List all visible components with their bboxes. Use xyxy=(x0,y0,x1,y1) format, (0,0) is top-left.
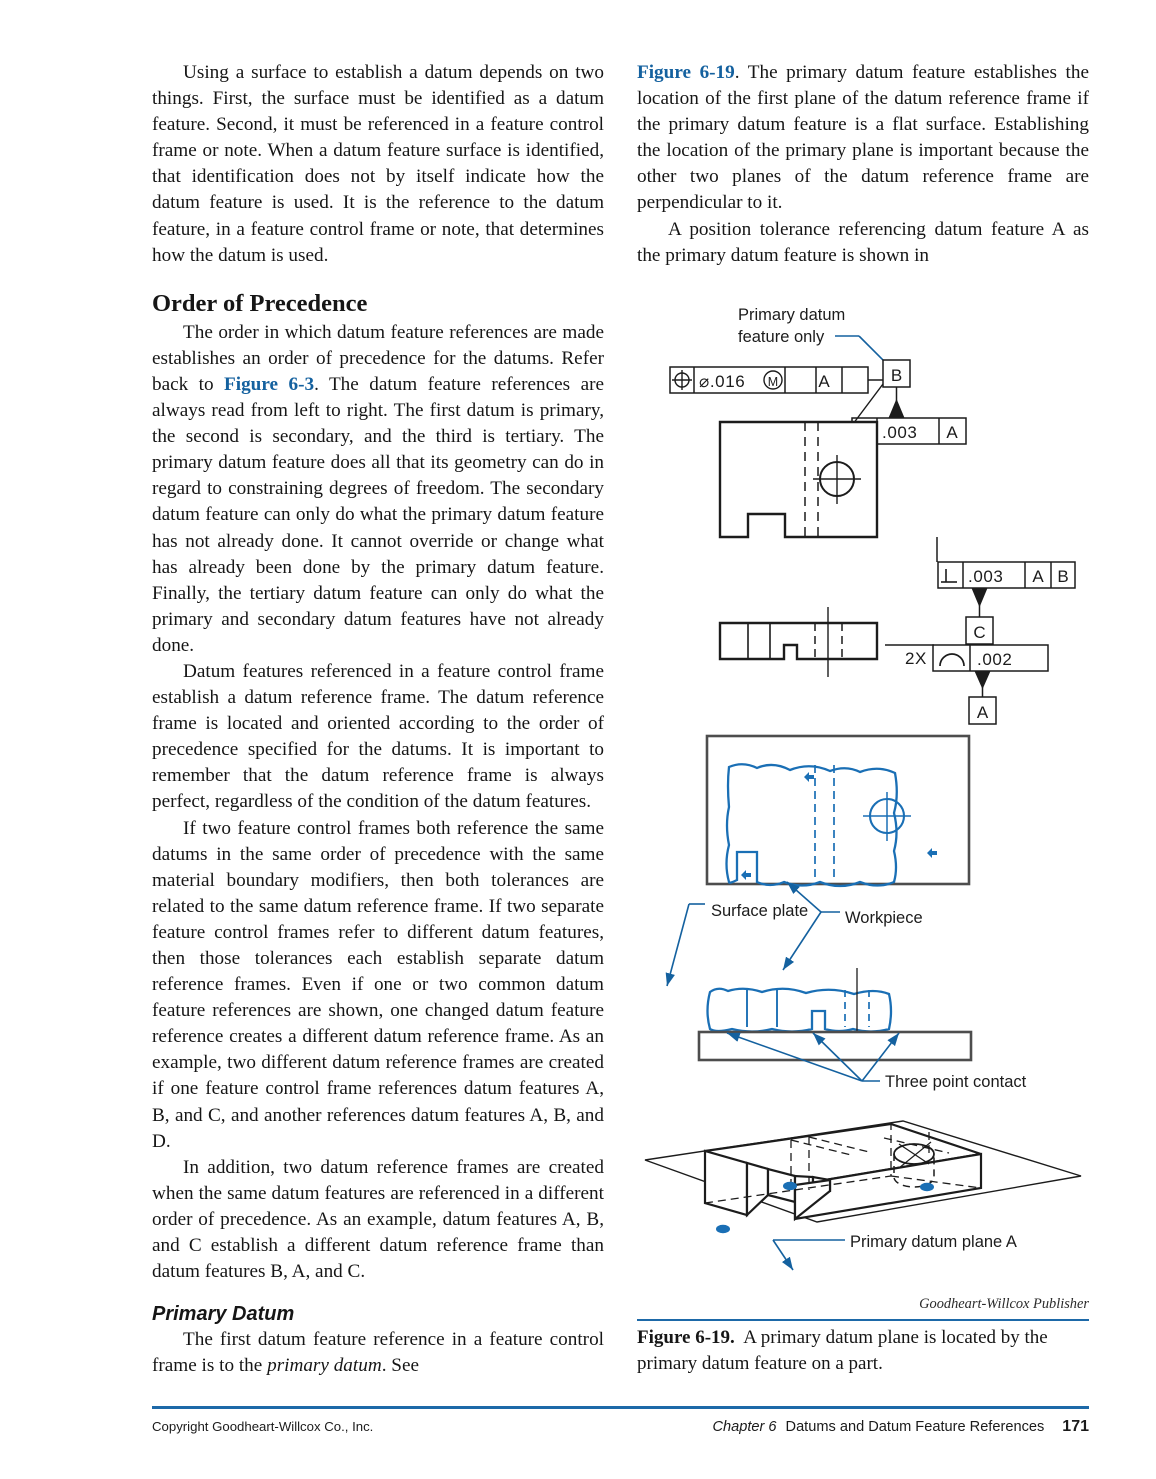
caption-text: A primary datum plane is located by the primary datum feature on a part. xyxy=(637,1327,1048,1374)
heading-primary-datum: Primary Datum xyxy=(152,1303,295,1326)
fcf-perp-c-datum-b: B xyxy=(1057,567,1069,586)
figure-caption xyxy=(637,1325,1089,1376)
left-column xyxy=(152,60,604,1379)
fcf-position-datum-a: A xyxy=(818,372,830,391)
fcf-perp-c-datum-a: A xyxy=(1032,567,1044,586)
label-three-point-contact: Three point contact xyxy=(885,1073,1027,1091)
datum-feature-symbol-a xyxy=(969,671,996,724)
material-modifier-mmc-symbol xyxy=(764,371,782,389)
profile-of-a-surface-symbol xyxy=(940,654,964,666)
footer-chapter-title: Datums and Datum Feature References xyxy=(785,1419,1045,1435)
figure-6-3-reference: Figure 6-3 xyxy=(224,373,315,395)
primary-text-part1: The first datum feature reference in a feature control frame is to the xyxy=(152,1329,604,1377)
workpiece-outline-side xyxy=(708,989,892,1032)
fcf-perp-c-tolerance: .003 xyxy=(968,567,1004,586)
svg-text:M: M xyxy=(767,375,779,389)
datum-letter-c: C xyxy=(973,623,986,642)
leader-surface-plate-arrow xyxy=(667,904,689,986)
leader-workpiece-down xyxy=(783,912,821,970)
primary-datum-italic: primary datum xyxy=(267,1355,382,1377)
datum-feature-symbol-c xyxy=(966,588,993,644)
precedence-text-part2: . The datum feature references are always read from left to right. The first datum is primary, the second is secondary, and the third is tertiary. The primary datum feature does all that its geometry can do in regard to constraining degrees of freedom. The secondary datum feature can only do what the primary datum feature has not already done. It cannot override or change what has already been done by the primary datum feature. Finally, the tertiary datum feature can only do what the primary and secondary datum features have not already done. xyxy=(152,373,604,656)
label-surface-plate: Surface plate xyxy=(711,902,809,920)
surface-plate-top-view xyxy=(707,736,969,886)
paragraph-order-of-precedence xyxy=(152,320,604,659)
caption-label: Figure 6-19. xyxy=(637,1327,735,1348)
isometric-view xyxy=(645,1121,1081,1270)
label-primary-datum-plane-a: Primary datum plane A xyxy=(850,1233,1017,1251)
figure-6-19-intro-text: . The primary datum feature establishes the location of the first plane of the datum reference frame if the primary datum feature is a flat surface. Establishing the location of the primary plane is important because the other two planes of the datum reference frame are perpendicular to it. xyxy=(637,62,1089,214)
figure-credit: Goodheart-Willcox Publisher xyxy=(919,1296,1089,1312)
label-workpiece: Workpiece xyxy=(845,909,923,927)
paragraph-datum-reference-frame: Datum features referenced in a feature control frame establish a datum reference frame. The datum reference frame is located and oriented according to the order of precedence specified for the datums. It is important to remember that the datum reference frame is always perfect, regardless of the condition of the datum features. xyxy=(152,660,604,813)
paragraph-two-feature-control-frames: If two feature control frames both reference the same datums in the same order of precedence with the same material boundary modifiers, then both tolerances are related to the same datum reference frame. If two separate feature control frames refer to different datum features, then those tolerances each establish separate datum reference frames. Even if one or two common datum feature references are shown, one changed datum feature reference creates a different datum reference frame. As an example, two different datum reference frames are created if one feature control frame references datum features A, B, and C, and another references datum features A, B, and D. xyxy=(152,817,604,1152)
paragraph-figure-6-19-intro xyxy=(637,60,1089,217)
precedence-text-part1: The order in which datum feature references are made establishes an order of precedence for the datums. Refer back to xyxy=(152,321,604,395)
position-symbol xyxy=(672,370,692,390)
front-view-part xyxy=(720,422,877,537)
footer-chapter: Chapter 6 xyxy=(712,1419,777,1435)
paragraph-in-addition: In addition, two datum reference frames are created when the same datum features are referenced in a different order of precedence. As an example, datum features A, B, and C establish a different datum reference frame than datum features B, A, and C. xyxy=(152,1156,604,1283)
figure-6-19-drawing xyxy=(637,292,1089,1302)
right-column xyxy=(637,60,1089,269)
label-primary-datum-feature-only-line2: feature only xyxy=(738,328,825,346)
footer-rule xyxy=(152,1406,1089,1409)
perpendicularity-symbol-c xyxy=(941,569,957,582)
footer-copyright: Copyright Goodheart-Willcox Co., Inc. xyxy=(152,1419,374,1434)
fcf-profile-tolerance: .002 xyxy=(977,650,1013,669)
profile-qualifier-2x: 2X xyxy=(905,649,927,668)
datum-letter-b: B xyxy=(890,366,903,385)
surface-plate-side xyxy=(699,1032,971,1060)
block-front-left xyxy=(705,1151,747,1215)
primary-text-part2: . See xyxy=(381,1355,419,1377)
footer-page-number: 171 xyxy=(1062,1418,1089,1435)
leader-primary-datum-plane-diag xyxy=(773,1240,793,1270)
fcf-position-tolerance: ⌀.016 xyxy=(699,372,746,391)
figure-6-19-reference: Figure 6-19 xyxy=(637,62,735,83)
heading-order-of-precedence: Order of Precedence xyxy=(152,289,368,317)
caption-rule xyxy=(637,1319,1089,1321)
datum-letter-a: A xyxy=(976,703,989,722)
top-view-part xyxy=(720,607,877,677)
datum-feature-symbol-b xyxy=(883,360,910,418)
footer-right-group xyxy=(712,1418,1089,1436)
label-primary-datum-feature-only-line1: Primary datum xyxy=(738,306,846,324)
paragraph-position-tolerance: A position tolerance referencing datum feature A as the primary datum feature is shown in xyxy=(637,218,1089,266)
block-slot-left xyxy=(747,1163,768,1215)
feature-control-frame-perpendicularity-c xyxy=(938,562,1075,588)
paragraph-using-a-surface: Using a surface to establish a datum depends on two things. First, the surface must be identified as a datum feature. Second, it must be referenced in a feature control frame or note. When a datum feature surface is identified, that identification does not by itself indicate how the datum feature is used. It is the reference to the datum feature, in a feature control frame or note, that determines how the datum is used. xyxy=(152,62,604,266)
workpiece-on-surface-plate-side-view xyxy=(699,968,971,1060)
fcf-perp-b-tolerance: .003 xyxy=(882,423,918,442)
fcf-perp-b-datum-a: A xyxy=(946,423,958,442)
paragraph-primary-datum xyxy=(152,1327,604,1379)
page-footer xyxy=(152,1418,1089,1436)
